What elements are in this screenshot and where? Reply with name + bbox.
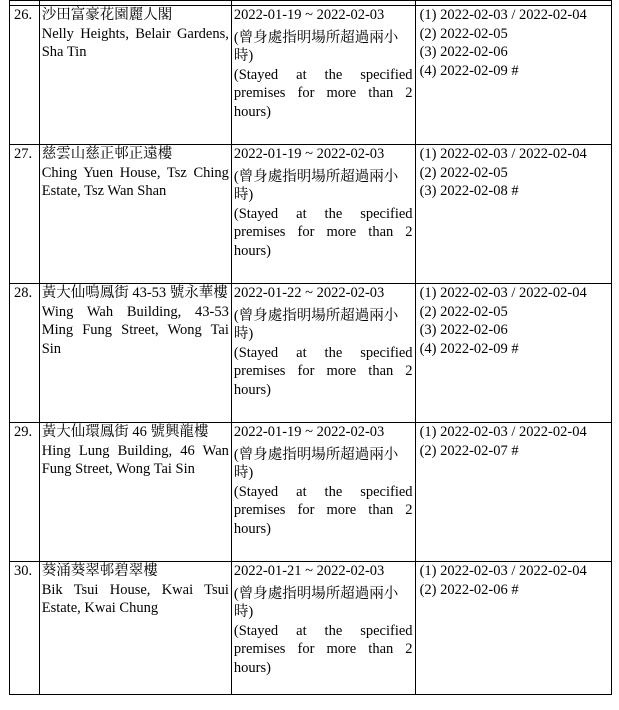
premises-name-en: Ching Yuen House, Tsz Ching Estate, Tsz Wan Shan (41, 164, 229, 200)
dates-cell (415, 562, 611, 695)
note-zh: (曾身處指明場所超過兩小時) (233, 29, 399, 65)
dates-cell (415, 145, 611, 284)
table-row (10, 562, 612, 695)
premises-name-zh: 黃大仙環鳳街 46 號興龍樓 (41, 424, 209, 440)
premises-cell (39, 284, 231, 423)
row-number: 30. (10, 562, 40, 695)
row-number: 29. (10, 423, 40, 562)
dates-cell (415, 6, 611, 145)
premises-name-zh: 葵涌葵翠邨碧翠樓 (41, 563, 158, 579)
premises-cell (39, 145, 231, 284)
note-zh: (曾身處指明場所超過兩小時) (233, 446, 399, 482)
exposure-date: (3) 2022-02-08 # (419, 183, 519, 200)
premises-cell (39, 423, 231, 562)
period-range: 2022-01-21 ~ 2022-02-03 (233, 563, 385, 579)
premises-name-zh: 慈雲山慈正邨正遠樓 (41, 146, 173, 162)
premises-name-en: Nelly Heights, Belair Gardens, Sha Tin (41, 25, 229, 61)
exposure-date: (2) 2022-02-07 # (419, 442, 519, 459)
note-zh: (曾身處指明場所超過兩小時) (233, 585, 399, 621)
period-range: 2022-01-22 ~ 2022-02-03 (233, 285, 385, 301)
exposure-date: (3) 2022-02-06 (419, 322, 508, 339)
exposure-date: (2) 2022-02-05 (419, 25, 508, 42)
period-cell (231, 284, 415, 423)
note-en: (Stayed at the specified premises for more than 2 hours) (233, 483, 413, 537)
exposure-date: (1) 2022-02-03 / 2022-02-04 (419, 285, 587, 301)
period-range: 2022-01-19 ~ 2022-02-03 (233, 424, 385, 440)
document-page (9, 0, 612, 695)
note-en: (Stayed at the specified premises for more than 2 hours) (233, 344, 413, 398)
table-row (10, 6, 612, 145)
exposure-date: (2) 2022-02-06 # (419, 581, 519, 598)
row-number: 26. (10, 6, 40, 145)
exposure-date: (4) 2022-02-09 # (419, 62, 519, 79)
period-range: 2022-01-19 ~ 2022-02-03 (233, 7, 385, 23)
note-zh: (曾身處指明場所超過兩小時) (233, 168, 399, 204)
exposure-date: (4) 2022-02-09 # (419, 340, 519, 357)
period-cell (231, 6, 415, 145)
premises-cell (39, 562, 231, 695)
dates-cell (415, 284, 611, 423)
period-cell (231, 145, 415, 284)
row-number: 27. (10, 145, 40, 284)
note-zh: (曾身處指明場所超過兩小時) (233, 307, 399, 343)
exposure-date: (1) 2022-02-03 / 2022-02-04 (419, 146, 587, 162)
table-row (10, 284, 612, 423)
note-en: (Stayed at the specified premises for more than 2 hours) (233, 66, 413, 120)
exposure-date: (3) 2022-02-06 (419, 44, 508, 61)
premises-cell (39, 6, 231, 145)
note-en: (Stayed at the specified premises for more than 2 hours) (233, 622, 413, 676)
premises-table (9, 0, 612, 695)
exposure-date: (2) 2022-02-05 (419, 164, 508, 181)
exposure-date: (1) 2022-02-03 / 2022-02-04 (419, 7, 587, 23)
period-cell (231, 562, 415, 695)
premises-name-zh: 黃大仙鳴鳳街 43-53 號永華樓 (41, 285, 228, 301)
table-row (10, 145, 612, 284)
premises-name-en: Wing Wah Building, 43-53 Ming Fung Street, Wong Tai Sin (41, 303, 229, 357)
premises-name-zh: 沙田富豪花園麗人閣 (41, 7, 173, 23)
exposure-date: (2) 2022-02-05 (419, 303, 508, 320)
period-range: 2022-01-19 ~ 2022-02-03 (233, 146, 385, 162)
premises-name-en: Bik Tsui House, Kwai Tsui Estate, Kwai Chung (41, 581, 229, 617)
note-en: (Stayed at the specified premises for more than 2 hours) (233, 205, 413, 259)
table-row (10, 423, 612, 562)
exposure-date: (1) 2022-02-03 / 2022-02-04 (419, 424, 587, 440)
premises-name-en: Hing Lung Building, 46 Wan Fung Street, Wong Tai Sin (41, 442, 229, 478)
row-number: 28. (10, 284, 40, 423)
period-cell (231, 423, 415, 562)
exposure-date: (1) 2022-02-03 / 2022-02-04 (419, 563, 587, 579)
dates-cell (415, 423, 611, 562)
